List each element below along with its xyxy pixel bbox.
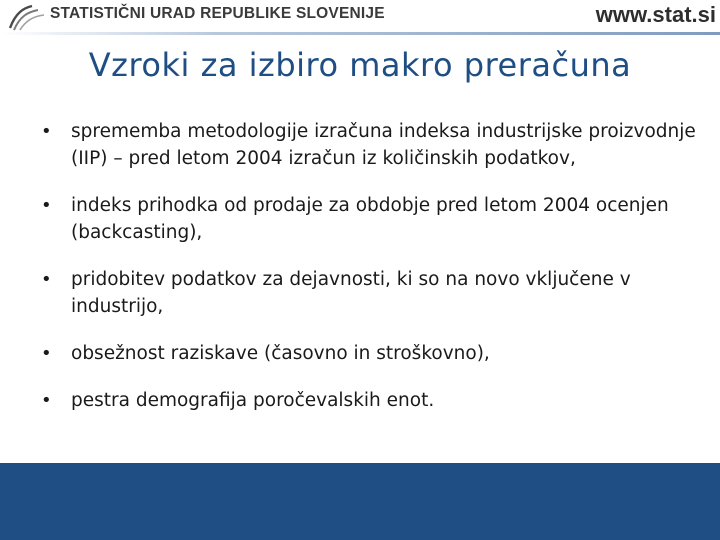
bullet-icon: • — [41, 343, 52, 364]
list-item — [0, 266, 720, 320]
bullet-icon: • — [41, 121, 52, 142]
bullet-text: obsežnost raziskave (časovno in stroškovno), — [71, 343, 490, 364]
header — [0, 0, 720, 34]
bullet-text: sprememba metodologije izračuna indeksa industrijske proizvodnje (IIP) – pred letom 2004 izračun iz količinskih podatkov, — [71, 121, 696, 169]
bullet-icon: • — [41, 390, 52, 411]
bullet-text: pestra demografija poročevalskih enot. — [71, 390, 435, 411]
footer-bar — [0, 463, 720, 540]
slide-title: Vzroki za izbiro makro preračuna — [88, 46, 632, 84]
bullet-list — [0, 118, 720, 434]
header-divider — [0, 32, 720, 35]
website-url: www.stat.si — [595, 2, 716, 27]
list-item — [0, 192, 720, 246]
list-item — [0, 118, 720, 172]
bullet-icon: • — [41, 269, 52, 290]
bullet-text: pridobitev podatkov za dejavnosti, ki so na novo vključene v industrijo, — [71, 269, 631, 317]
stylized-s-logo-icon — [6, 2, 46, 32]
bullet-icon: • — [41, 195, 52, 216]
bullet-text: indeks prihodka od prodaje za obdobje pred letom 2004 ocenjen (backcasting), — [71, 195, 669, 243]
organization-name: STATISTIČNI URAD REPUBLIKE SLOVENIJE — [50, 5, 385, 22]
list-item — [0, 387, 720, 414]
list-item — [0, 340, 720, 367]
